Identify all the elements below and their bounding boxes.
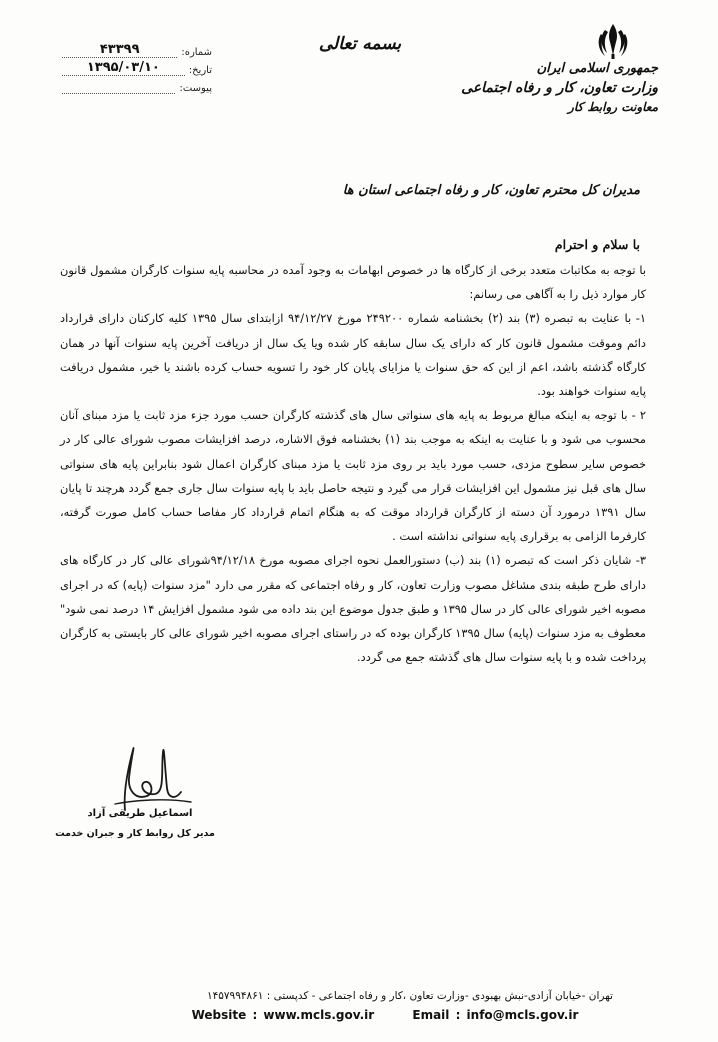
number-row bbox=[62, 40, 212, 58]
letter-body bbox=[60, 258, 646, 669]
number-label: شماره: bbox=[181, 47, 212, 58]
footer-contact bbox=[150, 1008, 620, 1022]
signatory-name: اسماعیل طریقی آزاد bbox=[87, 808, 193, 819]
date-label: تاریخ: bbox=[188, 65, 212, 76]
signature-mark bbox=[95, 730, 205, 820]
organization-block bbox=[458, 60, 658, 116]
number-value: ۴۳۳۹۹ bbox=[62, 43, 177, 58]
attachment-label: پیوست: bbox=[179, 83, 212, 94]
org-country: جمهوری اسلامی ایران bbox=[536, 61, 658, 76]
bismillah-heading: بسمه تعالی bbox=[318, 34, 402, 54]
footer-address: تهران -خیابان آزادی-نبش بهبودی -وزارت تعاون ،کار و رفاه اجتماعی - کدپستی : ۱۴۵۷۹۹۴۸۶۱ bbox=[207, 990, 613, 1002]
date-value: ۱۳۹۵/۰۳/۱۰ bbox=[62, 61, 185, 76]
iran-emblem-icon bbox=[596, 20, 630, 60]
footer-email: Email : info@mcls.gov.ir bbox=[412, 1008, 579, 1022]
letter-meta bbox=[62, 40, 212, 94]
paragraph-item-2: ۲ - با توجه به اینکه مبالغ مربوط به پایه های سنواتی سال های گذشته کارگران حسب مورد جزء مزد ثابت یا مزد مبنای آنان محسوب می شود و با عنایت به اینکه به موجب بند (۱) بخشنامه فوق الاشاره، درصد افزایشات مصوب شورای عالی کار در خصوص سایر سطوح مزدی، حسب مورد باید بر روی مزد ثابت یا مزد مبنای کارگران اعمال شود بنابراین پایه های سنواتی سال های قبل نیز مشمول این افزایشات قرار می گیرد و نتیجه حاصل باید با پایه سنوات سال جاری جمع گردد هرچند تا پایان سال ۱۳۹۱ درمورد آن دسته از کارگران قرارداد موقت که به هنگام اتمام قرارداد کار مفاصا حساب کامل صورت گرفته، کارفرما الزامی به برقراری پایه سنواتی نداشته است . bbox=[60, 408, 646, 544]
date-row bbox=[62, 58, 212, 76]
footer-website: Website : www.mcls.gov.ir bbox=[191, 1008, 375, 1022]
paragraph-item-1: ۱- با عنایت به تبصره (۳) بند (۲) بخشنامه شماره ۲۴۹۲۰۰ مورخ ۹۴/۱۲/۲۷ ازابتدای سال ۱۳۹۵ کلیه کارکنان دارای قرارداد دائم وموقت مشمول قانون کار که دارای یک سال سابقه کار شده ویا یک سال از دریافت آخرین پایه سنوات آنها در همان کارگاه گذشته باشد، اعم از این که حق سنوات یا مزایای پایان کار خود را تسویه حساب کرده باشند یا خیر، مشمول دریافت پایه سنوات خواهند بود. bbox=[60, 311, 646, 399]
paragraph-intro: با توجه به مکاتبات متعدد برخی از کارگاه ها در خصوص ابهامات به وجود آمده در محاسبه پایه سنوات کارگران مشمول قانون کار موارد ذیل را به آگاهی می رسانم: bbox=[60, 263, 646, 302]
paragraph-item-3: ۳- شایان ذکر است که تبصره (۱) بند (ب) دستورالعمل نحوه اجرای مصوبه مورخ ۹۴/۱۲/۱۸شورای عالی کار در کارگاه های دارای طرح طبقه بندی مشاغل مصوب وزارت تعاون، کار و رفاه اجتماعی که مقرر می دارد "مزد سنوات (پایه) که در اجرای مصوبه اخیر شورای عالی کار در سال ۱۳۹۵ و طبق جدول موضوع این بند داده می شود مشمول افزایش ۱۴ درصد نمی شود" معطوف به مزد سنوات (پایه) سال ۱۳۹۵ کارگران بوده که در راستای اجرای مصوبه اخیر شورای عالی کار بایستی به کارگران پرداخت شده و با پایه سنوات سال های گذشته جمع می گردد. bbox=[60, 553, 647, 665]
greeting: با سلام و احترام bbox=[554, 237, 640, 252]
attachment-value bbox=[62, 93, 175, 94]
org-ministry: وزارت تعاون، کار و رفاه اجتماعی bbox=[461, 80, 658, 96]
org-department: معاونت روابط کار bbox=[568, 100, 658, 114]
attachment-row bbox=[62, 76, 212, 94]
signatory-title: مدیر کل روابط کار و جبران خدمت bbox=[55, 828, 215, 839]
addressee: مدیران کل محترم تعاون، کار و رفاه اجتماعی استان ها bbox=[342, 183, 640, 198]
